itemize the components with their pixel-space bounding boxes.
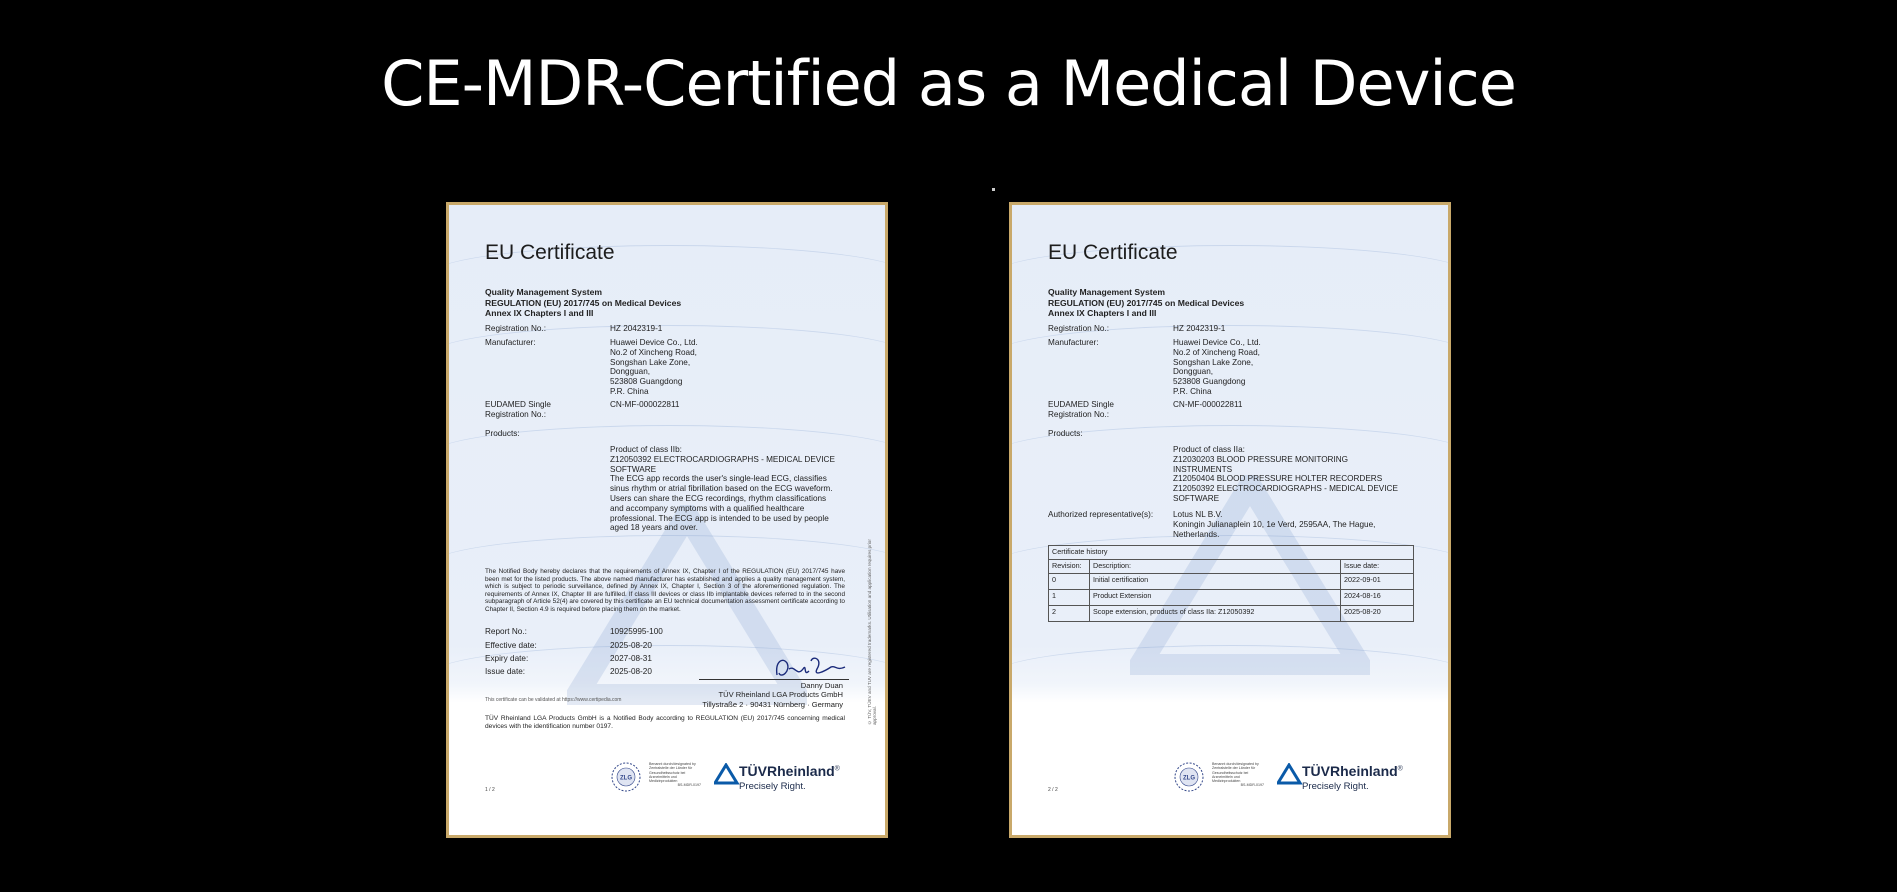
trademark-note: © TÜV, TÜEV and TUV are registered trademarks. Utilisation and application requires prior approval.: [867, 539, 877, 725]
certificate-page-2: EU Certificate Quality Management System REGULATION (EU) 2017/745 on Medical Devices Annex IX Chapters I and III Registration No.: HZ 2042319-1 Manufacturer: Huawei Device Co., Ltd. No.2 of Xincheng Road, Songshan Lake Zone, Dongguan, 523808 Guangdong P.R. China EUDAMED Single Registration No.: CN-MF-000022811 Products: Product of class IIa: Z12030203 BLOOD PRESSURE MONITORING INSTRUMENTS Z12050404 BLOOD PRESSURE HOLTER RECORDERS Z12050392 ELECTROCARDIOGRAPHS - MEDICAL DEVICE SOFTWARE Authorized representative(s): Lotus NL B.V. Koningin Julianaplein 10, 1e Verd, 2595AA, The Hague, Netherlands. Certificate history Revision: Description: Issue date: 0 Initial certification 2022-09-01 1 Product Extension 2024-08-16 2 Scope extension, products of class IIa: Z12050392 2025-08-20 ZLG Benannt durch/designated by Zentralstelle der Länder für Gesundheitsschutz bei Arzneimitteln und Medizinprodukten BS-MDR-0197 TÜVRheinland® Precisely Right. 2 / 2: [1009, 202, 1451, 838]
table-row: 0 Initial certification 2022-09-01: [1049, 574, 1414, 590]
tuv-tagline: Precisely Right.: [739, 781, 806, 792]
certificate-page-1: EU Certificate Quality Management System REGULATION (EU) 2017/745 on Medical Devices Annex IX Chapters I and III Registration No.: HZ 2042319-1 Manufacturer: Huawei Device Co., Ltd. No.2 of Xincheng Road, Songshan Lake Zone, Dongguan, 523808 Guangdong P.R. China EUDAMED Single Registration No.: CN-MF-000022811 Products: Product of class IIb: Z12050392 ELECTROCARDIOGRAPHS - MEDICAL DEVICE SOFTWARE The ECG app records the user's single-lead ECG, classifies sinus rhythm or atrial fibrillation based on the ECG waveform. Users can share the ECG recordings, rhythm classifications and accompany symptoms with a qualified healthcare professional. The ECG app is intended to be used by people aged 18 years and over. The Notified Body hereby declares that the requirements of Annex IX, Chapter I of the REGULATION (EU) 2017/745 have been met for the listed products. The above named manufacturer has established and applies a quality management system, which is subject to periodic surveillance, defined by Annex IX, Chapter I, Section 3 of the aforementioned regulation. The requirements of Annex IX, Chapter III are fulfilled. If class III devices or class IIb implantable devices referred to in the second subparagraph of Article 52(4) are covered by this certificate an EU technical documentation assessment certificate according to Chapter II, Section 4.9 is required before placing them on the market. Report No.: 10925995-100 Effective date: 2025-08-20 Expiry date: 2027-08-31 Issue date: 2025-08-20 Danny Duan TÜV Rheinland LGA Products GmbH Tillystraße 2 · 90431 Nürnberg · Germany This certificate can be validated at https://www.certipedia.com TÜV Rheinland LGA Products GmbH is a Notified Body according to REGULATION (EU) 2017/745 concerning medical devices with the identification number 0197. © TÜV, TÜEV and TUV are registered trademarks. Utilisation and application requires prior approval. ZLG Benannt durch/designated by Zentralstelle der Länder für Gesundheitsschutz bei Arzneimitteln und Medizinprodukten BS-MDR-0197 TÜVRheinland® Precisely Right. 1 / 2: [446, 202, 888, 838]
svg-text:ZLG: ZLG: [620, 775, 632, 782]
tuv-brand: TÜVRheinland®: [739, 763, 840, 779]
svg-text:ZLG: ZLG: [1183, 775, 1195, 782]
certificate-title: EU Certificate: [1048, 241, 1178, 264]
table-row: 2 Scope extension, products of class IIa: Z12050392 2025-08-20: [1049, 606, 1414, 622]
decorative-dot: [992, 188, 995, 191]
signatory-block: Danny Duan TÜV Rheinland LGA Products GmbH Tillystraße 2 · 90431 Nürnberg · Germany: [702, 681, 843, 709]
certificate-heading: Quality Management System REGULATION (EU) 2017/745 on Medical Devices Annex IX Chapters I and III: [485, 287, 682, 318]
seal-text: Benannt durch/designated by Zentralstelle der Länder für Gesundheitsschutz bei Arzneimitteln und Medizinprodukten BS-MDR-0197: [649, 762, 701, 788]
table-caption: Certificate history: [1049, 546, 1414, 560]
zlg-seal-icon: [1169, 761, 1209, 793]
page-number: 1 / 2: [485, 787, 495, 793]
signature-line: [699, 679, 849, 680]
certificate-history-table: [1048, 545, 1414, 622]
page-number: 2 / 2: [1048, 787, 1058, 793]
declaration-text: The Notified Body hereby declares that the requirements of Annex IX, Chapter I of the REGULATION (EU) 2017/745 have been met for the listed products. The above named manufacturer has established and applies a quality management system, which is subject to periodic surveillance, defined by Annex IX, Chapter I, Section 3 of the aforementioned regulation. The requirements of Annex IX, Chapter III are fulfilled. If class III devices or class IIb implantable devices referred to in the second subparagraph of Article 52(4) are covered by this certificate an EU technical documentation assessment certificate according to Chapter II, Section 4.9 is required before placing them on the market.: [485, 568, 845, 613]
validation-note: This certificate can be validated at https://www.certipedia.com: [485, 697, 622, 703]
table-header-row: Revision: Description: Issue date:: [1049, 560, 1414, 574]
tuv-brand: TÜVRheinland®: [1302, 763, 1403, 779]
certificate-heading: Quality Management System REGULATION (EU) 2017/745 on Medical Devices Annex IX Chapters I and III: [1048, 287, 1245, 318]
zlg-seal-icon: [606, 761, 646, 793]
notified-body-note: TÜV Rheinland LGA Products GmbH is a Notified Body according to REGULATION (EU) 2017/745 concerning medical devices with the identification number 0197.: [485, 715, 845, 730]
table-row: 1 Product Extension 2024-08-16: [1049, 590, 1414, 606]
seal-text: Benannt durch/designated by Zentralstelle der Länder für Gesundheitsschutz bei Arzneimitteln und Medizinprodukten BS-MDR-0197: [1212, 762, 1264, 788]
tuv-tagline: Precisely Right.: [1302, 781, 1369, 792]
page-headline: CE-MDR-Certified as a Medical Device: [381, 47, 1516, 120]
certificate-title: EU Certificate: [485, 241, 615, 264]
